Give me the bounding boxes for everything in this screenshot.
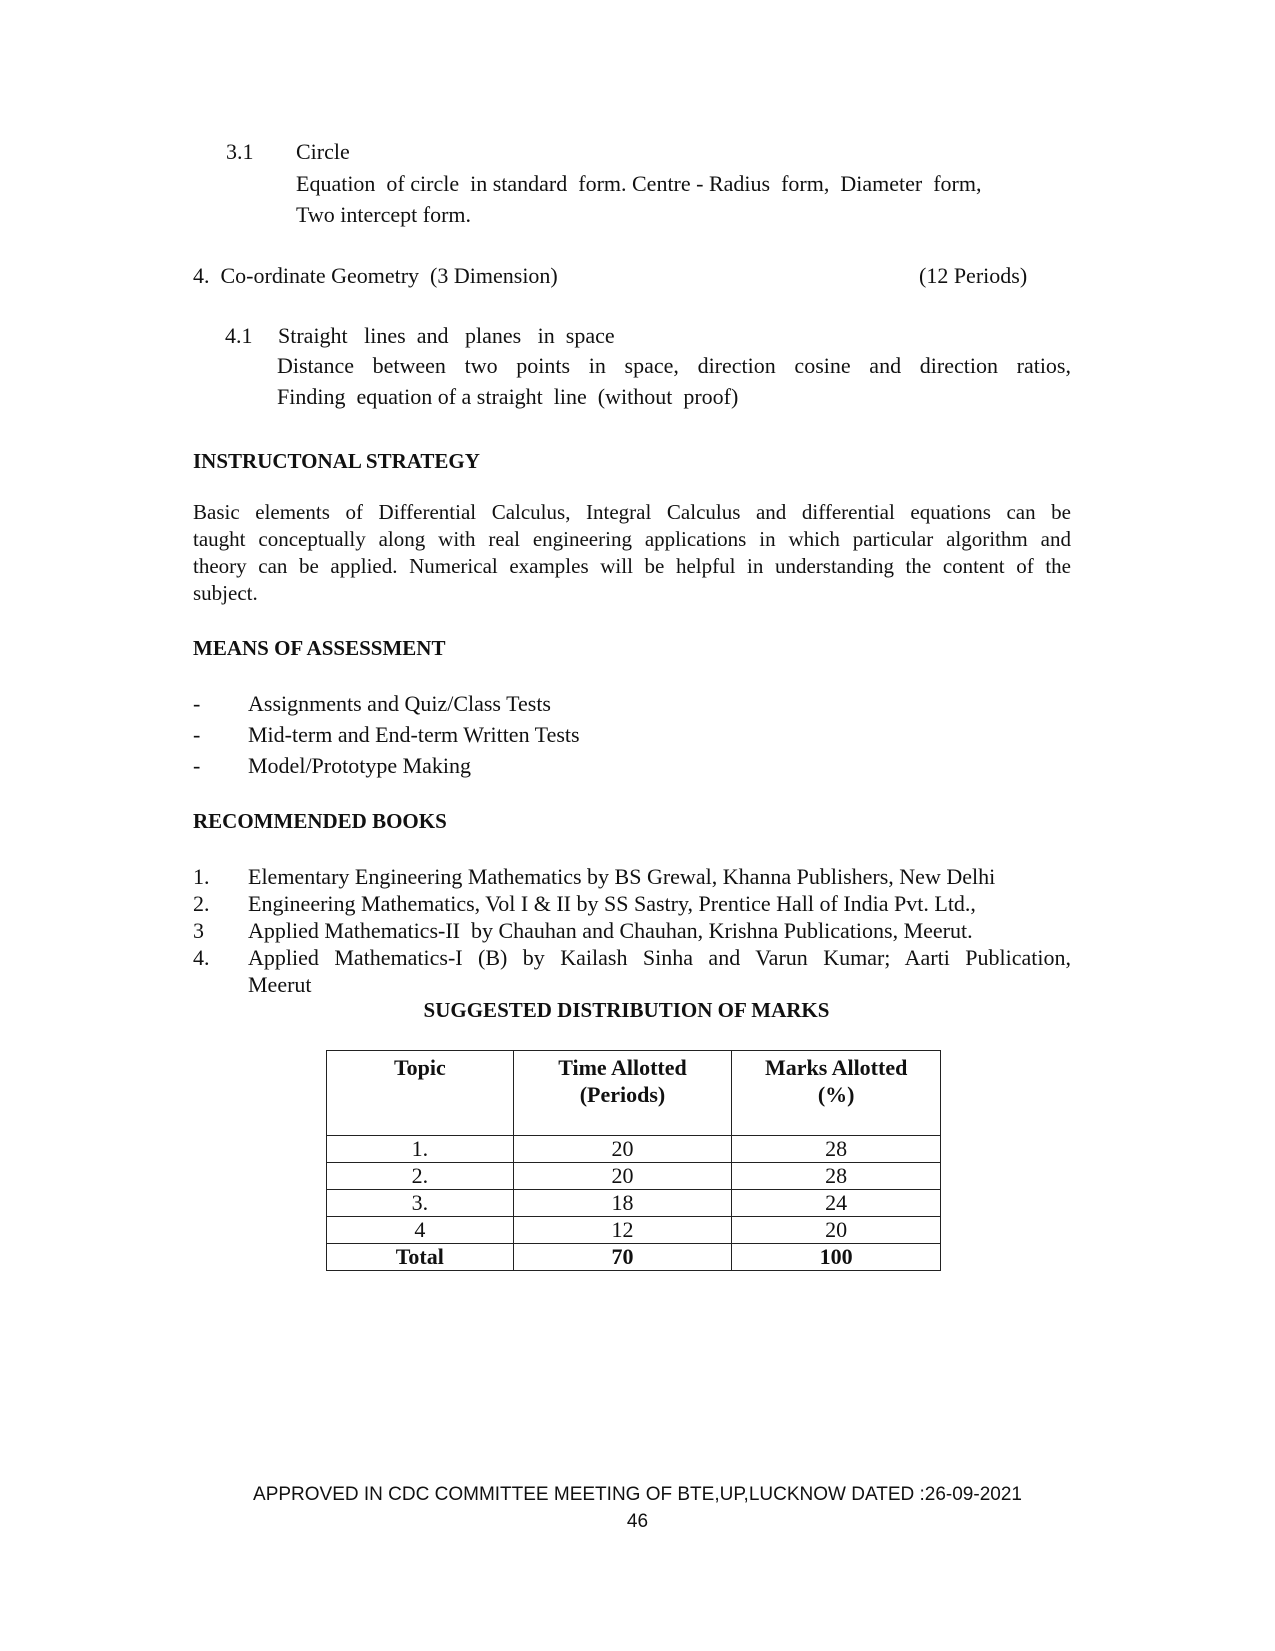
- section-3-1-title: Circle: [296, 139, 350, 164]
- table-row: [327, 1163, 941, 1190]
- book-item: Applied Mathematics-I (B) by Kailash Sinha and Varun Kumar; Aarti Publication,: [248, 945, 1071, 970]
- table-cell: 24: [732, 1190, 941, 1217]
- paragraph-line: subject.: [193, 581, 258, 605]
- table-cell: 12: [513, 1217, 732, 1244]
- column-header-marks-allotted: Marks Allotted (%): [732, 1051, 941, 1136]
- table-cell: 70: [513, 1244, 732, 1271]
- book-item: Engineering Mathematics, Vol I & II by SS Sastry, Prentice Hall of India Pvt. Ltd.,: [248, 891, 976, 916]
- table-cell: 18: [513, 1190, 732, 1217]
- section-3-1-number: 3.1: [226, 139, 254, 164]
- section-4-1-line-1: Distance between two points in space, direction cosine and direction ratios,: [277, 353, 1071, 378]
- table-cell: 20: [513, 1136, 732, 1163]
- section-3-1-line-1: Equation of circle in standard form. Centre - Radius form, Diameter form,: [296, 171, 982, 196]
- table-cell: 4: [327, 1217, 514, 1244]
- section-4-periods: (12 Periods): [919, 263, 1028, 288]
- book-item: Applied Mathematics-II by Chauhan and Chauhan, Krishna Publications, Meerut.: [248, 918, 973, 943]
- table-row: [327, 1217, 941, 1244]
- table-row: [327, 1136, 941, 1163]
- table-cell: Total: [327, 1244, 514, 1271]
- books-heading: RECOMMENDED BOOKS: [193, 809, 447, 833]
- list-marker: 4.: [193, 945, 210, 970]
- list-item: Mid-term and End-term Written Tests: [248, 722, 580, 747]
- list-marker: -: [193, 753, 201, 778]
- marks-distribution-table: [326, 1050, 941, 1271]
- instructional-strategy-paragraph: [193, 499, 1071, 607]
- table-cell: 20: [732, 1217, 941, 1244]
- assessment-heading: MEANS OF ASSESSMENT: [193, 636, 446, 660]
- approval-footer: APPROVED IN CDC COMMITTEE MEETING OF BTE,UP,LUCKNOW DATED :26-09-2021: [253, 1484, 1022, 1505]
- column-header-time-allotted: Time Allotted (Periods): [513, 1051, 732, 1136]
- list-marker: -: [193, 691, 201, 716]
- section-4-1-number: 4.1: [225, 323, 253, 348]
- section-4-title: 4. Co-ordinate Geometry (3 Dimension): [193, 263, 558, 288]
- table-cell: 100: [732, 1244, 941, 1271]
- section-4-1-line-2: Finding equation of a straight line (without proof): [277, 384, 739, 409]
- paragraph-line: Basic elements of Differential Calculus, Integral Calculus and differential equations can be: [193, 500, 1071, 524]
- list-item: Assignments and Quiz/Class Tests: [248, 691, 551, 716]
- list-marker: 3: [193, 918, 204, 943]
- page-number: 46: [626, 1511, 649, 1532]
- table-cell: 28: [732, 1136, 941, 1163]
- table-row: [327, 1190, 941, 1217]
- table-cell: 28: [732, 1163, 941, 1190]
- section-4-1-title: Straight lines and planes in space: [278, 323, 615, 348]
- marks-table-title: SUGGESTED DISTRIBUTION OF MARKS: [423, 998, 830, 1022]
- book-item: Elementary Engineering Mathematics by BS Grewal, Khanna Publishers, New Delhi: [248, 864, 996, 889]
- list-marker: -: [193, 722, 201, 747]
- list-item: Model/Prototype Making: [248, 753, 472, 778]
- table-cell: 1.: [327, 1136, 514, 1163]
- table-header-row: [327, 1051, 941, 1136]
- book-item-continuation: Meerut: [248, 972, 312, 997]
- instructional-strategy-heading: INSTRUCTONAL STRATEGY: [193, 449, 480, 473]
- paragraph-line: taught conceptually along with real engineering applications in which particular algorithm and: [193, 527, 1071, 551]
- list-marker: 1.: [193, 864, 210, 889]
- section-3-1-line-2: Two intercept form.: [296, 202, 472, 227]
- column-header-topic: Topic: [327, 1051, 514, 1136]
- table-cell: 3.: [327, 1190, 514, 1217]
- list-marker: 2.: [193, 891, 210, 916]
- table-cell: 20: [513, 1163, 732, 1190]
- table-total-row: [327, 1244, 941, 1271]
- paragraph-line: theory can be applied. Numerical examples will be helpful in understanding the content of the: [193, 554, 1071, 578]
- table-cell: 2.: [327, 1163, 514, 1190]
